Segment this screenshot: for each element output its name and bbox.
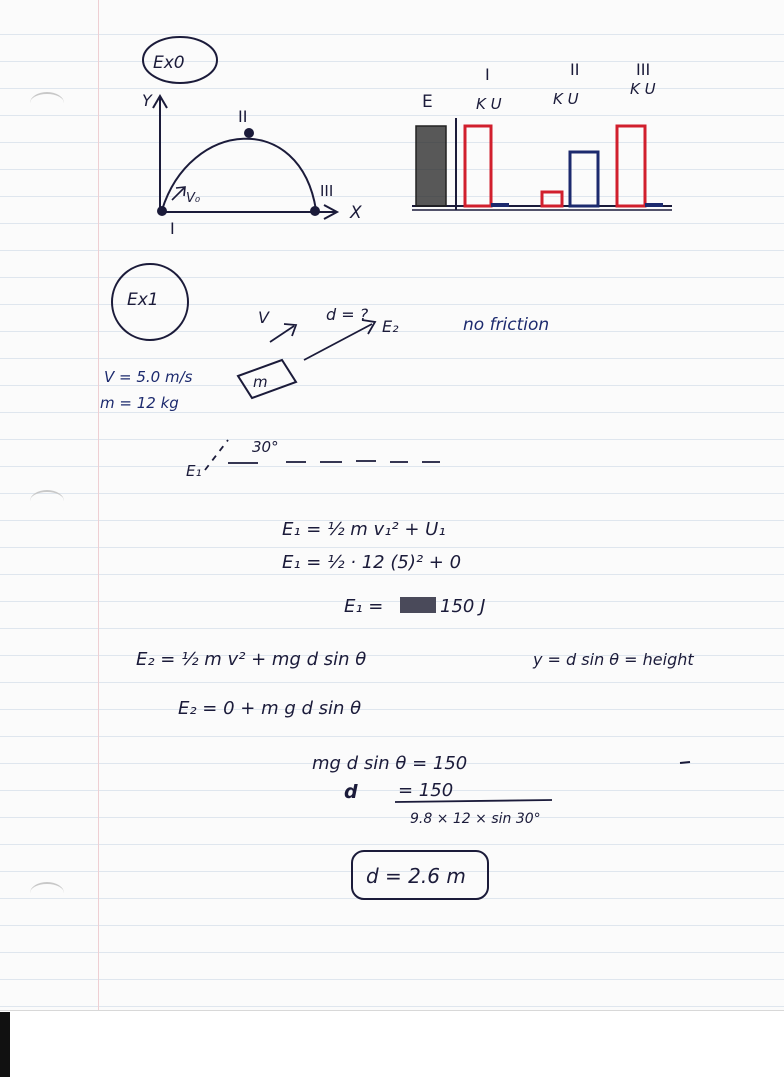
- no-friction-note: no friction: [463, 315, 550, 335]
- y-axis-label: Y: [142, 91, 152, 110]
- scribble-out: [400, 597, 436, 613]
- energy-bar-chart: [412, 60, 672, 210]
- equation-6: mg d sin θ = 150: [312, 753, 468, 774]
- velocity-label: V₀: [186, 191, 201, 206]
- energy-axis-label: E: [422, 92, 433, 112]
- bar-ii-u: [570, 152, 598, 206]
- angle-label: 30°: [252, 438, 279, 456]
- velocity-label-v: V: [258, 308, 269, 327]
- equation-7-left: d: [344, 781, 358, 803]
- point-3-label: III: [320, 182, 334, 200]
- group-3-label: III: [636, 60, 651, 79]
- equation-7-numerator: = 150: [398, 780, 454, 801]
- x-axis-label: X: [350, 203, 362, 223]
- mass-block-label: m: [253, 373, 268, 391]
- group-2-sub: K U: [553, 90, 579, 108]
- group-1-label: I: [485, 65, 490, 84]
- stray-mark: [680, 762, 690, 763]
- distance-unknown: d = ?: [326, 305, 369, 324]
- final-answer: d = 2.6 m: [366, 864, 466, 888]
- equation-3-value: 150 J: [440, 596, 486, 617]
- example1-label: Ex1: [127, 290, 159, 310]
- e1-label: E₁: [186, 462, 202, 480]
- group-1-sub: K U: [476, 95, 502, 113]
- equation-7-denominator: 9.8 × 12 × sin 30°: [410, 811, 541, 827]
- example0-section: [142, 37, 362, 238]
- e2-label: E₂: [382, 317, 399, 336]
- equation-2: E₁ = ½ · 12 (5)² + 0: [282, 552, 462, 573]
- equation-4-note: y = d sin θ = height: [533, 650, 694, 669]
- example0-label: Ex0: [153, 53, 185, 73]
- point-2-label: II: [238, 107, 248, 126]
- equation-4: E₂ = ½ m v² + mg d sin θ: [136, 649, 367, 670]
- point-end: [310, 206, 320, 216]
- bar-e: [416, 126, 446, 206]
- equation-3-prefix: E₁ =: [344, 596, 384, 617]
- velocity-arrow: [172, 188, 184, 200]
- incline-arrow: [304, 324, 372, 360]
- point-top: [244, 128, 254, 138]
- point-1-label: I: [170, 219, 175, 238]
- group-2-label: II: [570, 60, 580, 79]
- equation-1: E₁ = ½ m v₁² + U₁: [282, 519, 446, 540]
- bar-ii-k: [542, 192, 562, 206]
- given-velocity: V = 5.0 m/s: [104, 368, 193, 386]
- equation-lines: [136, 519, 694, 899]
- velocity-arrow-ex1: [270, 326, 294, 342]
- group-3-sub: K U: [630, 80, 656, 98]
- incline-line: [205, 440, 228, 470]
- equation-5: E₂ = 0 + m g d sin θ: [178, 698, 362, 719]
- bar-iii-k: [617, 126, 645, 206]
- horizontal-reference: [228, 461, 440, 463]
- given-mass: m = 12 kg: [100, 394, 179, 412]
- example1-section: [100, 264, 549, 480]
- chart-bars: [416, 126, 663, 206]
- bar-i-k: [465, 126, 491, 206]
- point-start: [157, 206, 167, 216]
- velocity-arrow-ex1-head: [284, 324, 296, 336]
